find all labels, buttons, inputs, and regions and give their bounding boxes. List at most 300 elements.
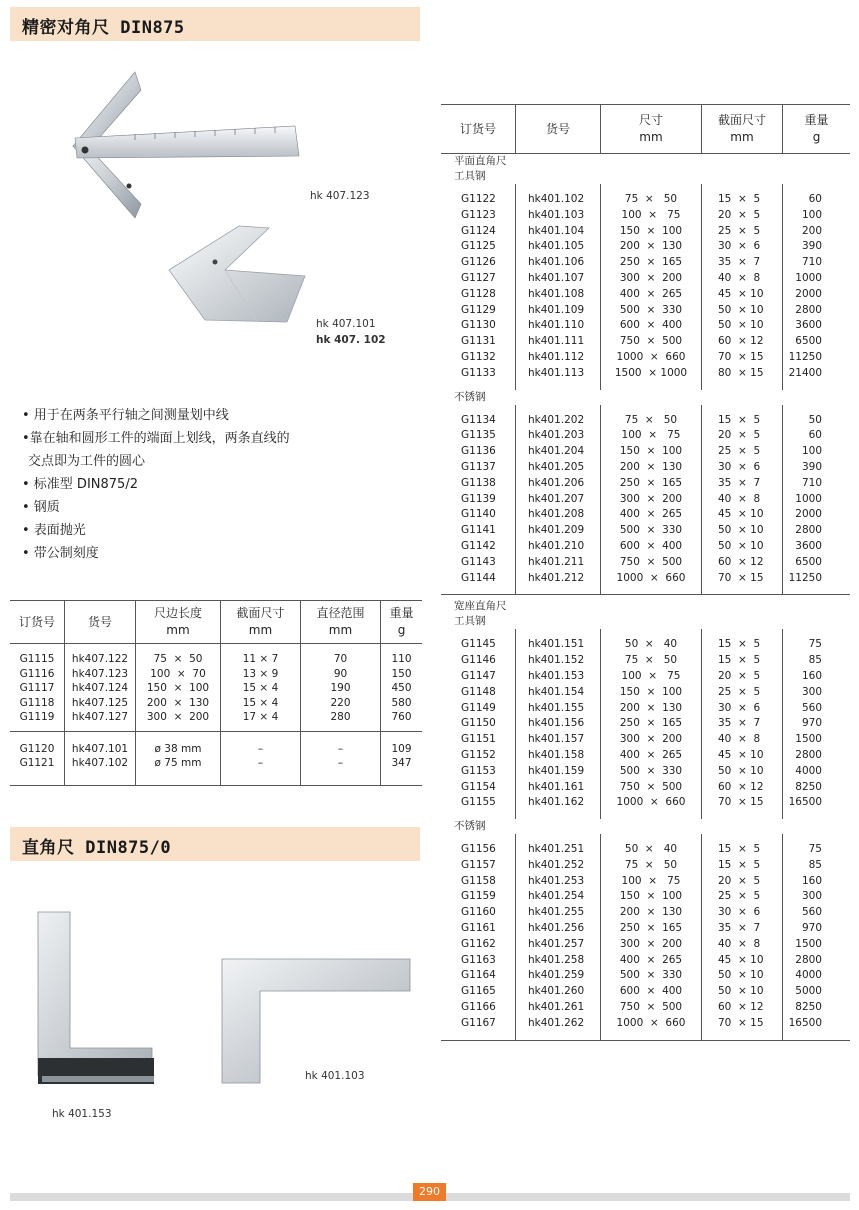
size-cell: 50 × 40 xyxy=(601,842,702,858)
item-no-cell: hk401.262 xyxy=(516,1016,601,1032)
product-image-centre-finder xyxy=(165,222,315,326)
size-cell: 300 × 200 xyxy=(601,732,702,748)
group-title-row xyxy=(441,390,850,405)
item-no-cell: hk401.202 xyxy=(516,413,601,429)
weight-cell: 3600 xyxy=(783,539,851,555)
table-row xyxy=(441,192,850,208)
group-spacer xyxy=(441,811,850,819)
weight-cell: 2000 xyxy=(783,507,851,523)
size-cell: 400 × 265 xyxy=(601,953,702,969)
order-no-cell: G1140 xyxy=(461,508,496,521)
section-title: 精密对角尺 DIN875 xyxy=(22,18,185,38)
weight-cell: 21400 xyxy=(783,366,851,382)
item-no-cell: hk401.153 xyxy=(516,669,601,685)
order-no-cell: G1131 xyxy=(461,335,496,348)
section-cell: 50 × 10 xyxy=(702,984,783,1000)
table-row xyxy=(441,937,850,953)
table-row xyxy=(441,842,850,858)
order-no-cell: G1164 xyxy=(461,969,496,982)
table-row xyxy=(441,780,850,796)
weight-cell: 50 xyxy=(783,413,851,429)
section-header-try-square xyxy=(10,827,420,861)
group-spacer xyxy=(441,184,850,192)
size-cell: 300 × 200 xyxy=(601,271,702,287)
table-row xyxy=(441,287,850,303)
section-cell: 35 × 7 xyxy=(702,476,783,492)
weight-cell: 75 xyxy=(783,842,851,858)
section-cell: 25 × 5 xyxy=(702,685,783,701)
section-cell: 50 × 10 xyxy=(702,523,783,539)
section-cell: 30 × 6 xyxy=(702,239,783,255)
size-cell: 300 × 200 xyxy=(601,492,702,508)
table-row xyxy=(441,413,850,429)
order-no-cell: G1145 xyxy=(461,638,496,651)
item-no-cell: hk401.212 xyxy=(516,571,601,587)
size-cell: 250 × 165 xyxy=(601,476,702,492)
weight-cell: 160 xyxy=(783,874,851,890)
feature-item: • 用于在两条平行轴之间测量划中线 xyxy=(22,408,229,423)
size-cell: 500 × 330 xyxy=(601,523,702,539)
table-row xyxy=(441,764,850,780)
section-cell: 50 × 10 xyxy=(702,968,783,984)
weight-cell: 75 xyxy=(783,637,851,653)
weight-cell: 710 xyxy=(783,476,851,492)
table-row xyxy=(441,921,850,937)
item-no-cell: hk401.206 xyxy=(516,476,601,492)
table-row xyxy=(441,366,850,382)
size-cell: 200 × 130 xyxy=(601,701,702,717)
col-edge-length: 尺边长度 mm xyxy=(136,601,221,644)
caption-hk401153: hk 401.153 xyxy=(52,1108,112,1120)
weight-cell: 200 xyxy=(783,224,851,240)
size-cell: 750 × 500 xyxy=(601,555,702,571)
order-no-cell: G1162 xyxy=(461,937,496,950)
weight-cell: 8250 xyxy=(783,1000,851,1016)
weight-cell: 4000 xyxy=(783,968,851,984)
section-cell: 60 × 12 xyxy=(702,1000,783,1016)
caption-hk407123: hk 407.123 xyxy=(310,190,370,202)
size-cell: 750 × 500 xyxy=(601,780,702,796)
weight-cell: 1500 xyxy=(783,732,851,748)
caption-hk407102: hk 407. 102 xyxy=(316,334,386,346)
section-cell: 20 × 5 xyxy=(702,874,783,890)
page-number: 290 xyxy=(413,1183,446,1201)
item-no-cell: hk401.207 xyxy=(516,492,601,508)
item-no-cell: hk401.108 xyxy=(516,287,601,303)
section-cell: 45 × 10 xyxy=(702,953,783,969)
product-image-centre-square xyxy=(55,68,305,220)
section-cell: 50 × 10 xyxy=(702,539,783,555)
col-diameter: 直径范围 mm xyxy=(301,601,381,644)
col-order-no: 订货号 xyxy=(10,601,65,644)
product-image-wide-square xyxy=(218,955,414,1087)
section-cell: 40 × 8 xyxy=(702,492,783,508)
col-order-no: 订货号 xyxy=(441,105,516,154)
weight-cell: 2800 xyxy=(783,953,851,969)
weight-cell: 5000 xyxy=(783,984,851,1000)
size-cell: 400 × 265 xyxy=(601,507,702,523)
table-row xyxy=(441,444,850,460)
group-spacer xyxy=(441,382,850,390)
size-cell: 75 × 50 xyxy=(601,858,702,874)
item-no-cell: hk401.251 xyxy=(516,842,601,858)
size-cell: 750 × 500 xyxy=(601,334,702,350)
section-header-diagonal-square xyxy=(10,7,420,41)
weight-cell: 11250 xyxy=(783,571,851,587)
table-row xyxy=(441,555,850,571)
size-cell: 1000 × 660 xyxy=(601,350,702,366)
section-title: 直角尺 DIN875/0 xyxy=(22,838,172,858)
order-no-cell: G1150 xyxy=(461,717,496,730)
size-cell: 600 × 400 xyxy=(601,318,702,334)
table-row xyxy=(441,460,850,476)
item-no-cell: hk401.253 xyxy=(516,874,601,890)
order-no-cell: G1138 xyxy=(461,476,496,489)
table-row xyxy=(441,318,850,334)
weight-cell: 710 xyxy=(783,255,851,271)
table-row xyxy=(441,239,850,255)
item-no-cell: hk401.111 xyxy=(516,334,601,350)
order-no-cell: G1137 xyxy=(461,460,496,473)
size-cell: 750 × 500 xyxy=(601,1000,702,1016)
order-no-cell: G1132 xyxy=(461,350,496,363)
order-no-cell: G1129 xyxy=(461,303,496,316)
table-row xyxy=(441,953,850,969)
weight-cell: 160 xyxy=(783,669,851,685)
item-no-cell: hk401.211 xyxy=(516,555,601,571)
order-no-cell: G1143 xyxy=(461,555,496,568)
weight-cell: 60 xyxy=(783,428,851,444)
group-spacer xyxy=(441,405,850,413)
order-no-cell: G1156 xyxy=(461,843,496,856)
weight-cell: 970 xyxy=(783,716,851,732)
size-cell: 500 × 330 xyxy=(601,968,702,984)
table-row xyxy=(441,334,850,350)
table-row xyxy=(441,1016,850,1032)
item-no-cell: hk401.209 xyxy=(516,523,601,539)
size-cell: 50 × 40 xyxy=(601,637,702,653)
item-no-cell: hk401.102 xyxy=(516,192,601,208)
order-no-cell: G1146 xyxy=(461,654,496,667)
order-no-cell: G1124 xyxy=(461,224,496,237)
order-no-cell: G1158 xyxy=(461,874,496,887)
item-no-cell: hk401.105 xyxy=(516,239,601,255)
order-no-cell: G1123 xyxy=(461,208,496,221)
feature-item: • 标准型 DIN875/2 xyxy=(22,477,138,492)
feature-item: • 表面抛光 xyxy=(22,523,86,538)
table-row xyxy=(441,905,850,921)
section-cell: 30 × 6 xyxy=(702,701,783,717)
section-cell: 70 × 15 xyxy=(702,795,783,811)
size-cell: 150 × 100 xyxy=(601,444,702,460)
table-row xyxy=(441,968,850,984)
weight-cell: 85 xyxy=(783,858,851,874)
col-item-no: 货号 xyxy=(516,105,601,154)
order-no-cell: G1153 xyxy=(461,764,496,777)
size-cell: 75 × 50 xyxy=(601,192,702,208)
size-cell: 200 × 130 xyxy=(601,460,702,476)
feature-item: 交点即为工件的圆心 xyxy=(28,454,146,469)
item-no-cell: hk401.151 xyxy=(516,637,601,653)
table-row xyxy=(441,889,850,905)
group-material-row xyxy=(441,614,850,629)
table-row xyxy=(441,716,850,732)
order-no-cell: G1127 xyxy=(461,271,496,284)
section-cell: 45 × 10 xyxy=(702,287,783,303)
section-cell: 20 × 5 xyxy=(702,669,783,685)
item-no-cell: hk401.257 xyxy=(516,937,601,953)
table-row xyxy=(441,795,850,811)
size-cell: 400 × 265 xyxy=(601,287,702,303)
size-cell: 200 × 130 xyxy=(601,905,702,921)
order-no-cell: G1149 xyxy=(461,701,496,714)
section-cell: 40 × 8 xyxy=(702,937,783,953)
section-cell: 20 × 5 xyxy=(702,428,783,444)
table-row xyxy=(441,637,850,653)
weight-cell: 970 xyxy=(783,921,851,937)
order-no-cell: G1136 xyxy=(461,445,496,458)
table-row xyxy=(441,984,850,1000)
size-cell: 100 × 75 xyxy=(601,208,702,224)
group-title-row xyxy=(441,819,850,834)
section-cell: 70 × 15 xyxy=(702,1016,783,1032)
table-row xyxy=(441,571,850,587)
size-cell: 250 × 165 xyxy=(601,716,702,732)
section-cell: 35 × 7 xyxy=(702,921,783,937)
item-no-cell: hk401.112 xyxy=(516,350,601,366)
item-no-cell: hk401.109 xyxy=(516,303,601,319)
item-no-cell: hk401.210 xyxy=(516,539,601,555)
weight-cell: 300 xyxy=(783,685,851,701)
table-row xyxy=(441,255,850,271)
item-no-cell: hk401.103 xyxy=(516,208,601,224)
item-no-cell: hk401.158 xyxy=(516,748,601,764)
item-no-cell: hk401.203 xyxy=(516,428,601,444)
size-cell: 250 × 165 xyxy=(601,921,702,937)
size-cell: 200 × 130 xyxy=(601,239,702,255)
order-no-cell: G1157 xyxy=(461,858,496,871)
table-row xyxy=(441,732,850,748)
size-cell: 500 × 330 xyxy=(601,303,702,319)
section-cell: 60 × 12 xyxy=(702,555,783,571)
section-cell: 70 × 15 xyxy=(702,571,783,587)
order-no-cell: G1141 xyxy=(461,524,496,537)
col-item-no: 货号 xyxy=(65,601,136,644)
item-no-cell: hk401.205 xyxy=(516,460,601,476)
item-no-cell: hk401.154 xyxy=(516,685,601,701)
section-cell: 15 × 5 xyxy=(702,858,783,874)
spec-table-diagonal-square xyxy=(10,600,422,786)
weight-cell: 100 xyxy=(783,208,851,224)
col-section: 截面尺寸 mm xyxy=(221,601,301,644)
section-cell: 20 × 5 xyxy=(702,208,783,224)
order-no-cell: G1165 xyxy=(461,985,496,998)
weight-cell: 1000 xyxy=(783,271,851,287)
table-row xyxy=(441,523,850,539)
order-no-cell: G1122 xyxy=(461,193,496,205)
order-no-cell: G1130 xyxy=(461,319,496,332)
table-row xyxy=(441,271,850,287)
section-cell: 60 × 12 xyxy=(702,780,783,796)
section-cell: 40 × 8 xyxy=(702,271,783,287)
item-no-cell: hk401.159 xyxy=(516,764,601,780)
weight-cell: 11250 xyxy=(783,350,851,366)
section-cell: 50 × 10 xyxy=(702,303,783,319)
weight-cell: 60 xyxy=(783,192,851,208)
order-no-cell: G1167 xyxy=(461,1016,496,1029)
caption-hk401103: hk 401.103 xyxy=(305,1070,365,1082)
item-no-cell: hk401.260 xyxy=(516,984,601,1000)
weight-cell: 560 xyxy=(783,701,851,717)
weight-cell: 100 xyxy=(783,444,851,460)
item-no-cell: hk401.113 xyxy=(516,366,601,382)
table-row xyxy=(441,669,850,685)
item-no-cell: hk401.256 xyxy=(516,921,601,937)
group-title: 不锈钢 xyxy=(454,390,486,403)
order-no-cell: G1161 xyxy=(461,922,496,935)
order-no-cell: G1148 xyxy=(461,685,496,698)
section-cell: 35 × 7 xyxy=(702,255,783,271)
size-cell: 1500 × 1000 xyxy=(601,366,702,382)
order-no-cell: G1159 xyxy=(461,890,496,903)
item-no-cell: hk401.162 xyxy=(516,795,601,811)
size-cell: 150 × 100 xyxy=(601,224,702,240)
weight-cell: 2800 xyxy=(783,523,851,539)
group-title: 不锈钢 xyxy=(454,820,486,833)
weight-cell: 2800 xyxy=(783,748,851,764)
weight-cell: 85 xyxy=(783,653,851,669)
group-title-row xyxy=(441,595,850,615)
item-no-cell: hk401.254 xyxy=(516,889,601,905)
table-row xyxy=(441,858,850,874)
col-weight: 重量 g xyxy=(783,105,851,154)
item-no-cell: hk401.107 xyxy=(516,271,601,287)
weight-cell: 390 xyxy=(783,239,851,255)
size-cell: 300 × 200 xyxy=(601,937,702,953)
table-row xyxy=(441,748,850,764)
item-no-cell: hk401.258 xyxy=(516,953,601,969)
order-no-cell: G1125 xyxy=(461,240,496,253)
section-cell: 45 × 10 xyxy=(702,507,783,523)
table-row xyxy=(441,685,850,701)
caption-hk407101: hk 407.101 xyxy=(316,318,376,330)
item-no-cell: hk401.161 xyxy=(516,780,601,796)
table-row xyxy=(441,303,850,319)
section-cell: 15 × 5 xyxy=(702,192,783,208)
section-cell: 60 × 12 xyxy=(702,334,783,350)
size-cell: 600 × 400 xyxy=(601,984,702,1000)
weight-cell: 2000 xyxy=(783,287,851,303)
table-row xyxy=(441,476,850,492)
section-cell: 50 × 10 xyxy=(702,764,783,780)
group-spacer xyxy=(441,586,850,595)
table-row xyxy=(441,492,850,508)
size-cell: 1000 × 660 xyxy=(601,795,702,811)
order-no-cell: G1163 xyxy=(461,953,496,966)
section-cell: 40 × 8 xyxy=(702,732,783,748)
order-no-cell: G1133 xyxy=(461,366,496,379)
size-cell: 1000 × 660 xyxy=(601,1016,702,1032)
size-cell: 150 × 100 xyxy=(601,889,702,905)
item-no-cell: hk401.157 xyxy=(516,732,601,748)
size-cell: 75 × 50 xyxy=(601,653,702,669)
weight-cell: 300 xyxy=(783,889,851,905)
table-row xyxy=(441,224,850,240)
col-weight: 重量 g xyxy=(381,601,423,644)
section-cell: 15 × 5 xyxy=(702,842,783,858)
weight-cell: 4000 xyxy=(783,764,851,780)
size-cell: 75 × 50 xyxy=(601,413,702,429)
order-no-cell: G1142 xyxy=(461,539,496,552)
table-row xyxy=(441,428,850,444)
section-cell: 30 × 6 xyxy=(702,905,783,921)
weight-cell: 6500 xyxy=(783,334,851,350)
size-cell: 600 × 400 xyxy=(601,539,702,555)
size-cell: 400 × 265 xyxy=(601,748,702,764)
item-no-cell: hk401.261 xyxy=(516,1000,601,1016)
feature-item: •靠在轴和圆形工件的端面上划线，两条直线的 xyxy=(22,431,290,446)
col-size: 尺寸 mm xyxy=(601,105,702,154)
group-title: 平面直角尺 xyxy=(454,155,507,167)
section-cell: 15 × 5 xyxy=(702,637,783,653)
group-material-row xyxy=(441,169,850,184)
weight-cell: 6500 xyxy=(783,555,851,571)
section-cell: 25 × 5 xyxy=(702,889,783,905)
feature-list xyxy=(22,404,290,565)
group-material: 工具钢 xyxy=(454,615,486,628)
item-no-cell: hk401.259 xyxy=(516,968,601,984)
group-material: 工具钢 xyxy=(454,170,486,182)
group-spacer xyxy=(441,629,850,637)
item-no-cell: hk401.208 xyxy=(516,507,601,523)
item-no-cell: hk401.255 xyxy=(516,905,601,921)
weight-cell: 390 xyxy=(783,460,851,476)
size-cell: 150 × 100 xyxy=(601,685,702,701)
section-cell: 30 × 6 xyxy=(702,460,783,476)
order-no-cell: G1126 xyxy=(461,256,496,269)
section-cell: 15 × 5 xyxy=(702,653,783,669)
item-no-cell: hk401.106 xyxy=(516,255,601,271)
feature-item: • 带公制刻度 xyxy=(22,546,99,561)
section-cell: 25 × 5 xyxy=(702,444,783,460)
section-cell: 35 × 7 xyxy=(702,716,783,732)
size-cell: 100 × 75 xyxy=(601,874,702,890)
order-no-cell: G1128 xyxy=(461,287,496,300)
feature-item: • 钢质 xyxy=(22,500,60,515)
table-row xyxy=(441,507,850,523)
group-spacer xyxy=(441,1032,850,1041)
spec-table-squares xyxy=(441,104,850,1041)
item-no-cell: hk401.110 xyxy=(516,318,601,334)
weight-cell: 2800 xyxy=(783,303,851,319)
section-cell: 15 × 5 xyxy=(702,413,783,429)
table-row: G1120 G1121 hk407.101 hk407.102 ø 38 mm ø 75 mm – – – – 109 347 xyxy=(10,731,422,785)
group-title-row xyxy=(441,154,850,170)
table-row: G1115 G1116 G1117 G1118 G1119 hk407.122 hk407.123 hk407.124 hk407.125 hk407.127 75 × 50 100 × 70 150 × 100 200 × 130 300 × 200 11 × 7 13 × 9 15 × 4 15 × 4 17 × 4 70 90 190 220 280 110 150 450 580 760 xyxy=(10,644,422,732)
order-no-cell: G1154 xyxy=(461,780,496,793)
section-cell: 45 × 10 xyxy=(702,748,783,764)
order-no-cell: G1144 xyxy=(461,571,496,584)
table-row xyxy=(441,701,850,717)
size-cell: 250 × 165 xyxy=(601,255,702,271)
order-no-cell: G1147 xyxy=(461,669,496,682)
weight-cell: 560 xyxy=(783,905,851,921)
table-row xyxy=(441,539,850,555)
table-row xyxy=(441,653,850,669)
weight-cell: 16500 xyxy=(783,795,851,811)
table-header-row xyxy=(10,601,422,644)
table-row xyxy=(441,1000,850,1016)
